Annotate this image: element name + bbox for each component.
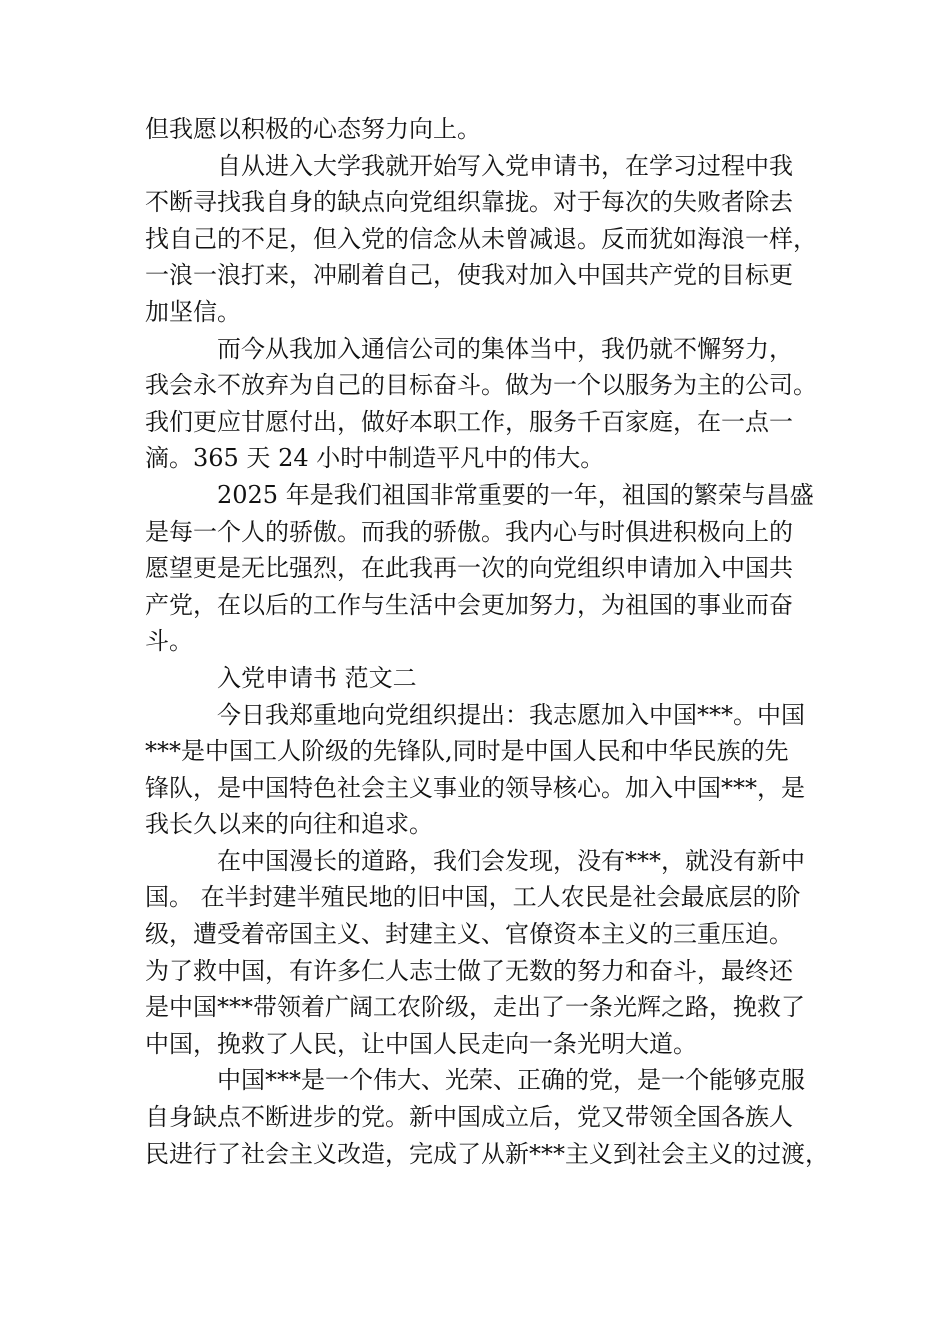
body-text-line: 我们更应甘愿付出，做好本职工作，服务千百家庭，在一点一	[145, 407, 793, 436]
body-text-line: 级，遭受着帝国主义、封建主义、官僚资本主义的三重压迫。	[145, 920, 793, 949]
body-text-line: 在中国漫长的道路，我们会发现，没有***，就没有新中	[217, 846, 805, 875]
body-text-line: 自从进入大学我就开始写入党申请书，在学习过程中我	[217, 151, 793, 180]
body-text-line: 不断寻找我自身的缺点向党组织靠拢。对于每次的失败者除去	[145, 188, 793, 217]
body-text-line: 加坚信。	[145, 297, 241, 326]
body-text-line: 入党申请书 范文二	[217, 663, 417, 692]
body-text-line: ***是中国工人阶级的先锋队,同时是中国人民和中华民族的先	[145, 737, 789, 766]
body-text-line: 产党，在以后的工作与生活中会更加努力，为祖国的事业而奋	[145, 590, 793, 619]
body-text-line: 自身缺点不断进步的党。新中国成立后，党又带领全国各族人	[145, 1103, 793, 1132]
body-text-line: 是中国***带领着广阔工农阶级，走出了一条光辉之路，挽救了	[145, 993, 805, 1022]
body-text-line: 国。 在半封建半殖民地的旧中国，工人农民是社会最底层的阶	[145, 883, 801, 912]
body-text-line: 愿望更是无比强烈，在此我再一次的向党组织申请加入中国共	[145, 554, 793, 583]
body-text-line: 一浪一浪打来，冲刷着自己，使我对加入中国共产党的目标更	[145, 261, 793, 290]
body-text-line: 2025 年是我们祖国非常重要的一年，祖国的繁荣与昌盛	[217, 480, 814, 509]
body-text-line: 斗。	[145, 627, 193, 656]
body-text-line: 锋队，是中国特色社会主义事业的领导核心。加入中国***，是	[145, 773, 805, 802]
body-text-line: 但我愿以积极的心态努力向上。	[145, 115, 481, 143]
body-text-line: 滴。365 天 24 小时中制造平凡中的伟大。	[145, 444, 605, 473]
body-text-line: 我长久以来的向往和追求。	[145, 810, 433, 839]
body-text-line: 我会永不放弃为自己的目标奋斗。做为一个以服务为主的公司。	[145, 371, 817, 400]
body-text-line: 而今从我加入通信公司的集体当中，我仍就不懈努力，	[217, 334, 793, 363]
body-text-line: 找自己的不足，但入党的信念从未曾减退。反而犹如海浪一样，	[145, 224, 817, 253]
body-text-line: 中国，挽救了人民，让中国人民走向一条光明大道。	[145, 1029, 697, 1058]
body-text-line: 今日我郑重地向党组织提出：我志愿加入中国***。中国	[217, 700, 805, 729]
body-text-line: 民进行了社会主义改造，完成了从新***主义到社会主义的过渡，	[145, 1139, 829, 1168]
body-text-line: 中国***是一个伟大、光荣、正确的党，是一个能够克服	[217, 1066, 805, 1095]
body-text-line: 为了救中国，有许多仁人志士做了无数的努力和奋斗，最终还	[145, 956, 793, 985]
body-text-line: 是每一个人的骄傲。而我的骄傲。我内心与时俱进积极向上的	[145, 517, 793, 546]
document-body	[145, 111, 829, 1172]
